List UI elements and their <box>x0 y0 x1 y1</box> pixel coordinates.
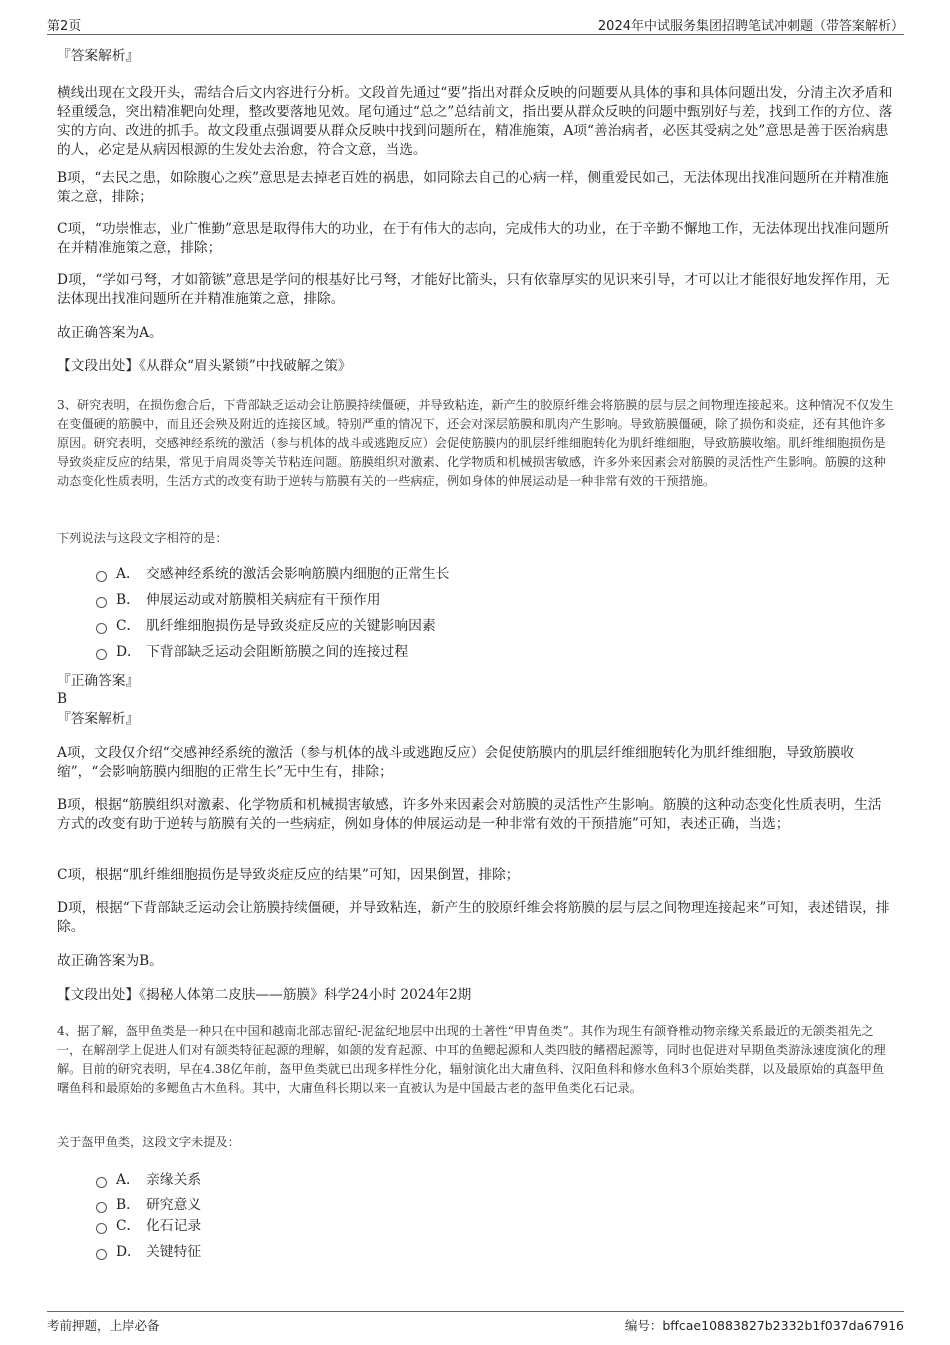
q4-question: 关于盔甲鱼类，这段文字未提及： <box>57 1135 240 1149</box>
option-text: 下背部缺乏运动会阻断筋膜之间的连接过程 <box>146 644 409 660</box>
q2-analysis-c: C项，“功崇惟志，业广惟勤”意思是取得伟大的功业，在于有伟大的志向，完成伟大的功业，在于辛勤不懈地工作，无法体现出找准问题所在并精准施策之意，排除； <box>57 221 890 256</box>
q3-analysis-d: D项，根据“下背部缺乏运动会让筋膜持续僵硬，并导致粘连，新产生的胶原纤维会将筋膜的层与层之间物理连接起来”可知，表述错误，排除。 <box>57 900 890 935</box>
option-text: 伸展运动或对筋膜相关病症有干预作用 <box>146 592 381 608</box>
q3-source: 【文段出处】《揭秘人体第二皮肤——筋膜》科学24小时 2024年2期 <box>57 987 472 1003</box>
page-number: 第2页 <box>47 19 82 34</box>
option-text: 研究意义 <box>146 1197 202 1213</box>
q4-option-d[interactable]: D． 关键特征 <box>96 1243 201 1261</box>
footer-slogan: 考前押题，上岸必备 <box>47 1318 160 1333</box>
page-footer <box>47 1311 904 1336</box>
q4-stem: 4、据了解，盔甲鱼类是一种只在中国和越南北部志留纪-泥盆纪地层中出现的土著性“甲胄鱼类”。其作为现生有颌脊椎动物亲缘关系最近的无颌类祖先之一，在解剖学上促进人们对有颌类特征起源的理解，如颌的发育起源、中耳的鱼鳃起源和人类四肢的鳍褶起源等，同时也促进对早期鱼类游泳速度演化的理解。目前的研究表明，早在4.38亿年前，盔甲鱼类就已出现多样性分化，辐射演化出大庸鱼科、汉阳鱼科和修水鱼科3个原始类群，以及最原始的真盔甲鱼曙鱼科和最原始的多鳃鱼古木鱼科。其中，大庸鱼科长期以来一直被认为是中国最古老的盔甲鱼类化石记录。 <box>57 1024 886 1095</box>
q4-option-c[interactable]: C． 化石记录 <box>96 1217 201 1235</box>
radio-button-icon[interactable] <box>96 1202 107 1213</box>
q3-analysis-a: A项，文段仅介绍“交感神经系统的激活（参与机体的战斗或逃跑反应）会促使筋膜内的肌层纤维细胞转化为肌纤维细胞，导致筋膜收缩”，“会影响筋膜内细胞的正常生长”无中生有，排除； <box>57 745 855 780</box>
radio-button-icon[interactable] <box>96 597 107 608</box>
q2-analysis-main: 横线出现在文段开头，需结合后文内容进行分析。文段首先通过“要”指出对群众反映的问题要从具体的事和具体问题出发，分清主次矛盾和轻重缓急，突出精准靶向处理，整改要落地见效。尾句通过“总之”总结前文，指出要从群众反映的问题中甄别好与差，找到工作的方位、落实的方向、改进的抓手。故文段重点强调要从群众反映中找到问题所在，精准施策，A项“善治病者，必医其受病之处”意思是善于医治病患的人，必定是从病因根源的生发处去治愈，符合文意，当选。 <box>57 85 893 158</box>
q4-option-a[interactable]: A． 亲缘关系 <box>96 1171 201 1189</box>
radio-button-icon[interactable] <box>96 1223 107 1234</box>
q3-analysis-b: B项，根据“筋膜组织对激素、化学物质和机械损害敏感，许多外来因素会对筋膜的灵活性产生影响。筋膜的这种动态变化性质表明，生活方式的改变有助于逆转与筋膜有关的一些病症，例如身体的伸展运动是一种非常有效的干预措施”可知，表述正确，当选； <box>57 797 882 832</box>
q3-analysis-c: C项，根据“肌纤维细胞损伤是导致炎症反应的结果”可知，因果倒置，排除； <box>57 867 520 883</box>
q3-answer-label: 『正确答案』 <box>57 673 140 689</box>
document-title: 2024年中试服务集团招聘笔试冲刺题（带答案解析） <box>597 19 904 34</box>
q3-stem: 3、研究表明，在损伤愈合后，下背部缺乏运动会让筋膜持续僵硬，并导致粘连，新产生的胶原纤维会将筋膜的层与层之间物理连接起来。这种情况不仅发生在变僵硬的筋膜中，而且还会殃及附近的连接区域。特别严重的情况下，还会对深层筋膜和肌肉产生影响。导致筋膜僵硬，除了损伤和炎症，还有其他许多原因。研究表明，交感神经系统的激活（参与机体的战斗或逃跑反应）会促使筋膜内的肌层纤维细胞转化为肌纤维细胞，导致筋膜收缩。肌纤维细胞损伤是导致炎症反应的结果，常见于肩周炎等关节粘连问题。筋膜组织对激素、化学物质和机械损害敏感，许多外来因素会对筋膜的灵活性产生影响。筋膜的这种动态变化性质表明，生活方式的改变有助于逆转与筋膜有关的一些病症，例如身体的伸展运动是一种非常有效的干预措施。 <box>57 398 894 488</box>
q3-question: 下列说法与这段文字相符的是： <box>57 531 228 545</box>
option-text: 肌纤维细胞损伤是导致炎症反应的关键影响因素 <box>146 618 436 634</box>
radio-button-icon[interactable] <box>96 623 107 634</box>
q3-option-d[interactable]: D． 下背部缺乏运动会阻断筋膜之间的连接过程 <box>96 643 408 661</box>
q4-option-b[interactable]: B． 研究意义 <box>96 1196 201 1214</box>
q2-analysis-label: 『答案解析』 <box>57 48 140 64</box>
option-text: 关键特征 <box>146 1244 202 1260</box>
q2-source: 【文段出处】《从群众“眉头紧锁”中找破解之策》 <box>57 358 352 374</box>
q3-option-c[interactable]: C． 肌纤维细胞损伤是导致炎症反应的关键影响因素 <box>96 617 436 635</box>
document-id: 编号：bffcae10883827b2332b1f037da67916 <box>624 1318 904 1333</box>
q3-conclusion: 故正确答案为B。 <box>57 953 163 969</box>
q2-conclusion: 故正确答案为A。 <box>57 325 163 341</box>
radio-button-icon[interactable] <box>96 1249 107 1260</box>
q2-analysis-b: B项，“去民之患，如除腹心之疾”意思是去掉老百姓的祸患，如同除去自己的心病一样，侧重爱民如己，无法体现出找准问题所在并精准施策之意，排除； <box>57 170 889 205</box>
radio-button-icon[interactable] <box>96 649 107 660</box>
q3-option-b[interactable]: B． 伸展运动或对筋膜相关病症有干预作用 <box>96 591 381 609</box>
q3-answer: B <box>57 691 68 707</box>
q3-option-a[interactable]: A． 交感神经系统的激活会影响筋膜内细胞的正常生长 <box>96 565 450 583</box>
radio-button-icon[interactable] <box>96 1177 107 1188</box>
option-text: 化石记录 <box>146 1218 202 1234</box>
page-header <box>47 12 904 35</box>
option-text: 亲缘关系 <box>146 1172 202 1188</box>
q2-analysis-d: D项，“学如弓弩，才如箭镞”意思是学问的根基好比弓弩，才能好比箭头，只有依靠厚实的见识来引导，才可以让才能很好地发挥作用，无法体现出找准问题所在并精准施策之意，排除。 <box>57 272 890 307</box>
radio-button-icon[interactable] <box>96 571 107 582</box>
option-text: 交感神经系统的激活会影响筋膜内细胞的正常生长 <box>146 566 450 582</box>
q3-analysis-label: 『答案解析』 <box>57 711 140 727</box>
